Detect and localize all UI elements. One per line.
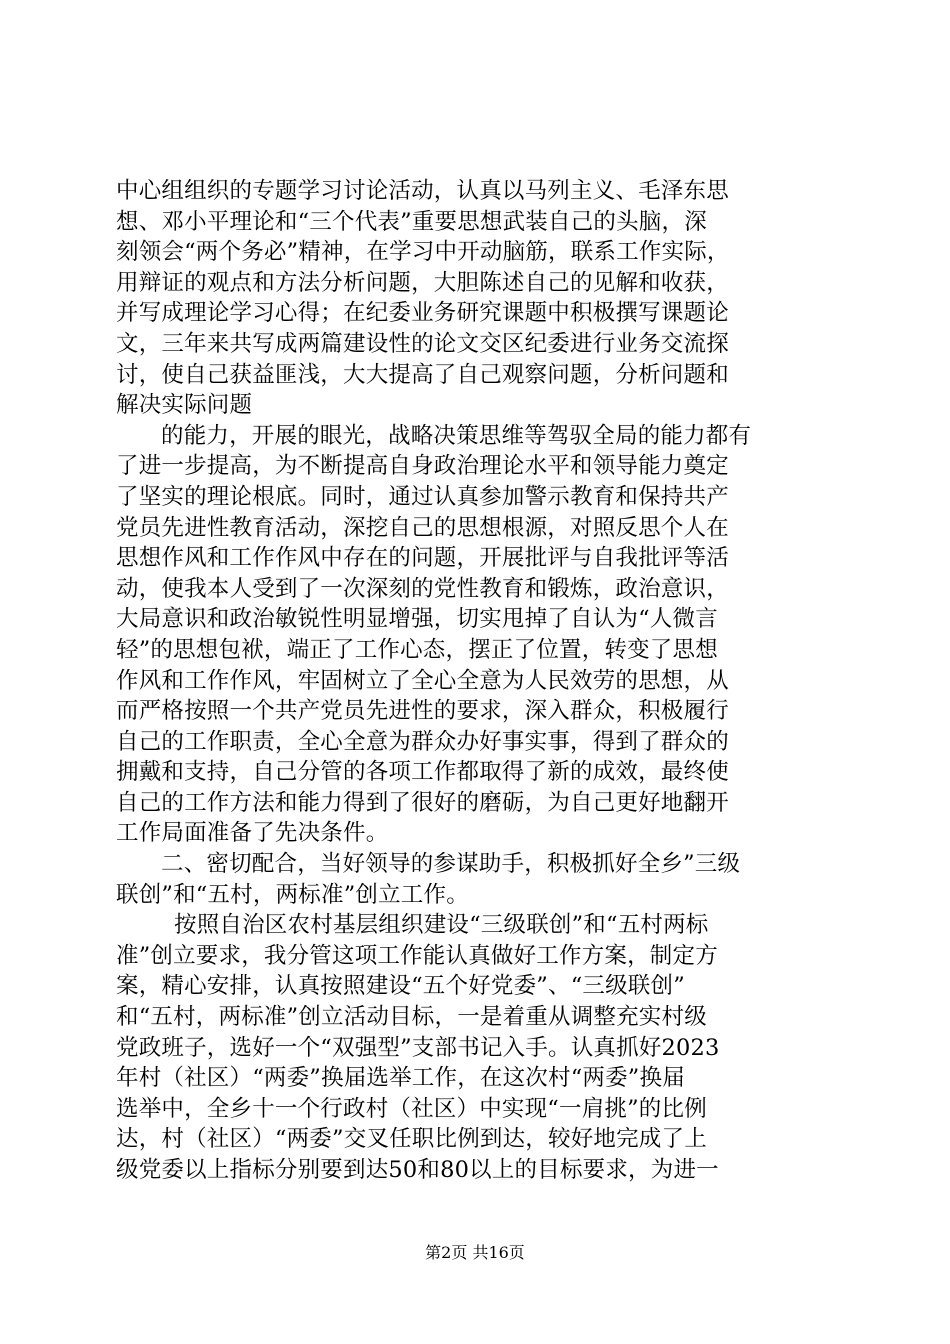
text-line: 了坚实的理论根底。同时，通过认真参加警示教育和保持共产 [116, 483, 729, 510]
text-line: 解决实际问题 [116, 392, 253, 419]
text-line: 大局意识和政治敏锐性明显增强，切实甩掉了自认为“人微言 [116, 606, 718, 633]
text-line: 拥戴和支持，自己分管的各项工作都取得了新的成效，最终使 [116, 759, 729, 786]
text-line: 案，精心安排，认真按照建设“五个好党委”、“三级联创” [116, 973, 685, 1000]
text-line: 想、邓小平理论和“三个代表”重要思想武装自己的头脑，深 [116, 208, 707, 235]
text-line: 和“五村，两标准”创立活动目标，一是着重从调整充实村级 [116, 1004, 707, 1031]
text-line: 作风和工作作风，牢固树立了全心全意为人民效劳的思想，从 [116, 667, 729, 694]
text-line: 年村（社区）“两委”换届选举工作，在这次村“两委”换届 [116, 1065, 685, 1092]
paragraph-start-line: 的能力，开展的眼光，战略决策思维等驾驭全局的能力都有 [161, 422, 752, 449]
text-line: 党员先进性教育活动，深挖自己的思想根源，对照反思个人在 [116, 514, 729, 541]
text-line: 达，村（社区）“两委”交叉任职比例到达，较好地完成了上 [116, 1126, 707, 1153]
section-heading-line: 二、密切配合，当好领导的参谋助手，积极抓好全乡”三级 [161, 851, 741, 878]
text-line: 思想作风和工作作风中存在的问题，开展批评与自我批评等活 [116, 545, 729, 572]
text-line: 并写成理论学习心得；在纪委业务研究课题中积极撰写课题论 [116, 300, 729, 327]
text-line: 刻领会“两个务必”精神，在学习中开动脑筋，联系工作实际， [116, 239, 730, 266]
text-line: 级党委以上指标分别要到达50和80以上的目标要求，为进一 [116, 1157, 719, 1183]
text-line: 自己的工作方法和能力得到了很好的磨砺，为自己更好地翻开 [116, 789, 729, 816]
text-line: 了进一步提高，为不断提高自身政治理论水平和领导能力奠定 [116, 453, 729, 480]
text-line: 用辩证的观点和方法分析问题，大胆陈述自己的见解和收获， [116, 269, 729, 296]
text-line: 文，三年来共写成两篇建设性的论文交区纪委进行业务交流探 [116, 330, 729, 357]
text-line: 讨，使自己获益匪浅，大大提高了自己观察问题，分析问题和 [116, 361, 729, 388]
text-line: 准”创立要求，我分管这项工作能认真做好工作方案，制定方 [116, 942, 718, 969]
text-line: 动，使我本人受到了一次深刻的党性教育和锻炼，政治意识， [116, 575, 729, 602]
text-line: 选举中，全乡十一个行政村（社区）中实现“一肩挑”的比例 [116, 1095, 707, 1122]
text-line: 中心组组织的专题学习讨论活动，认真以马列主义、毛泽东思 [116, 178, 729, 204]
text-line: 党政班子，选好一个“双强型”支部书记入手。认真抓好2023 [116, 1034, 720, 1061]
section-heading-line: 联创”和“五村，两标准”创立工作。 [116, 881, 469, 908]
text-line: 而严格按照一个共产党员先进性的要求，深入群众，积极履行 [116, 698, 729, 725]
text-line: 工作局面准备了先决条件。 [116, 820, 389, 847]
paragraph-start-line: 按照自治区农村基层组织建设“三级联创”和“五村两标 [174, 912, 709, 939]
text-line: 轻”的思想包袱，端正了工作心态，摆正了位置，转变了思想 [116, 636, 718, 663]
document-body [116, 176, 836, 1186]
text-line: 自己的工作职责，全心全意为群众办好事实事，得到了群众的 [116, 728, 729, 755]
page-number-footer: 第2页 共16页 [425, 1243, 525, 1262]
